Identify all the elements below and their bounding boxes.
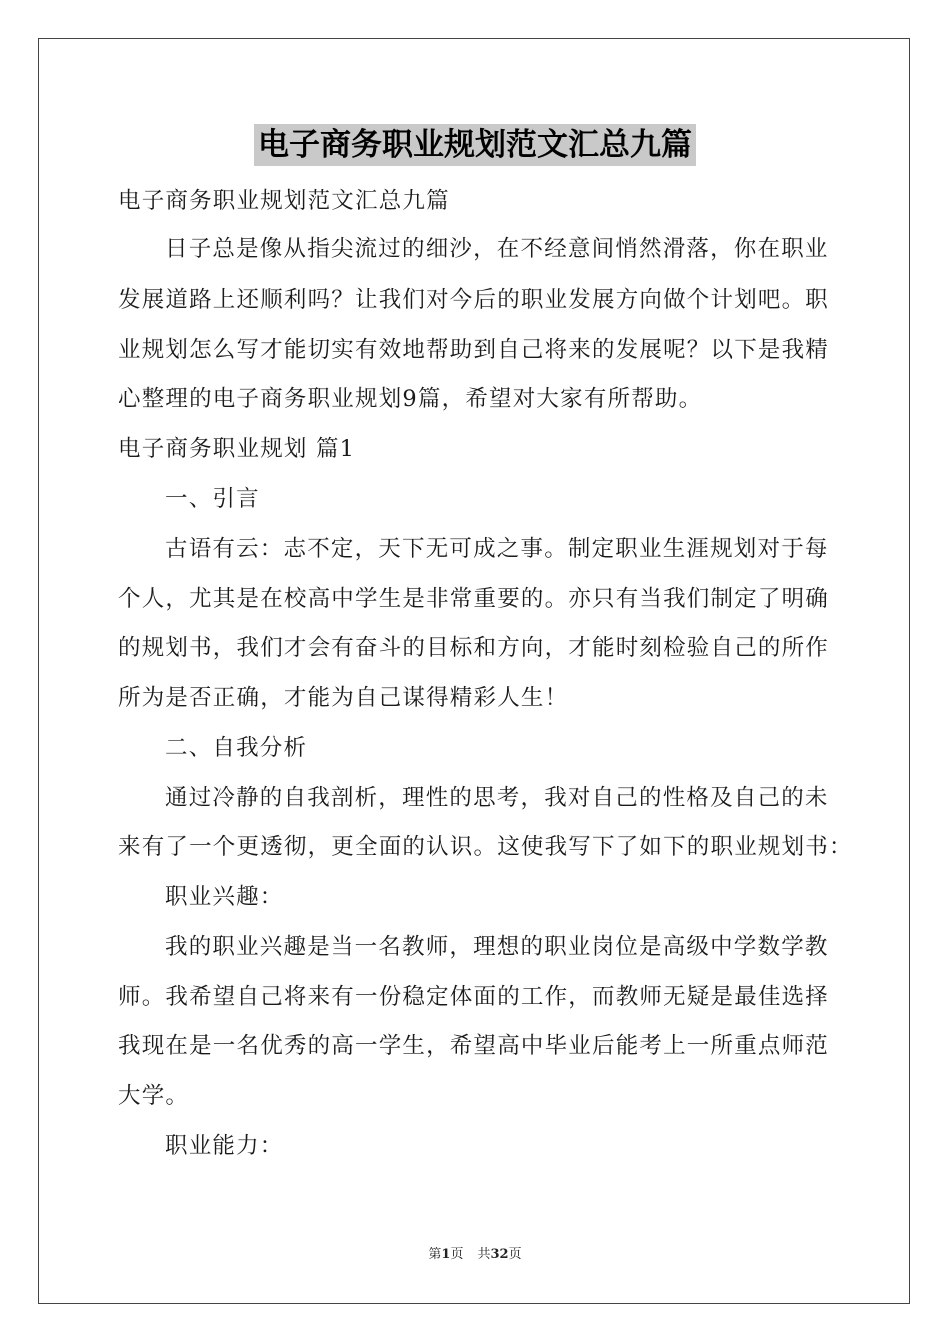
- page-number: 1: [441, 1247, 451, 1262]
- paragraph-line: 日子总是像从指尖流过的细沙，在不经意间悄然滑落，你在职业: [165, 236, 829, 262]
- item-heading: 职业能力：: [165, 1133, 284, 1159]
- paragraph-line: 心整理的电子商务职业规划9篇，希望对大家有所帮助。: [118, 386, 703, 412]
- page-prefix: 第: [428, 1247, 442, 1262]
- page-footer: [0, 1246, 950, 1264]
- paragraph-line: 发展道路上还顺利吗？让我们对今后的职业发展方向做个计划吧。职: [118, 287, 830, 313]
- total-suffix: 页: [508, 1247, 522, 1262]
- page-border: [38, 38, 910, 1304]
- paragraph-line: 我现在是一名优秀的高一学生，希望高中毕业后能考上一所重点师范: [118, 1033, 830, 1059]
- paragraph-line: 来有了一个更透彻，更全面的认识。这使我写下了如下的职业规划书：: [118, 834, 853, 860]
- paragraph-line: 所为是否正确，才能为自己谋得精彩人生！: [118, 685, 569, 711]
- page-suffix: 页: [450, 1247, 464, 1262]
- paragraph-line: 我的职业兴趣是当一名教师，理想的职业岗位是高级中学数学教: [165, 934, 829, 960]
- section-heading: 电子商务职业规划 篇1: [118, 436, 356, 462]
- total-prefix: 共: [477, 1247, 491, 1262]
- paragraph-line: 业规划怎么写才能切实有效地帮助到自己将来的发展呢？以下是我精: [118, 337, 830, 363]
- paragraph-line: 师。我希望自己将来有一份稳定体面的工作，而教师无疑是最佳选择: [118, 984, 830, 1010]
- subtitle-line: 电子商务职业规划范文汇总九篇: [118, 188, 450, 214]
- paragraph-line: 大学。: [118, 1083, 190, 1109]
- item-heading: 职业兴趣：: [165, 884, 284, 910]
- subsection-heading: 二、自我分析: [165, 735, 308, 761]
- document-title: 电子商务职业规划范文汇总九篇: [254, 124, 696, 166]
- subsection-heading: 一、引言: [165, 486, 260, 512]
- paragraph-line: 的规划书，我们才会有奋斗的目标和方向，才能时刻检验自己的所作: [118, 635, 830, 661]
- total-pages: 32: [490, 1247, 509, 1262]
- paragraph-line: 古语有云：志不定，天下无可成之事。制定职业生涯规划对于每: [165, 536, 829, 562]
- title-container: [0, 124, 950, 166]
- paragraph-line: 通过冷静的自我剖析，理性的思考，我对自己的性格及自己的未: [165, 785, 829, 811]
- paragraph-line: 个人，尤其是在校高中学生是非常重要的。亦只有当我们制定了明确: [118, 586, 830, 612]
